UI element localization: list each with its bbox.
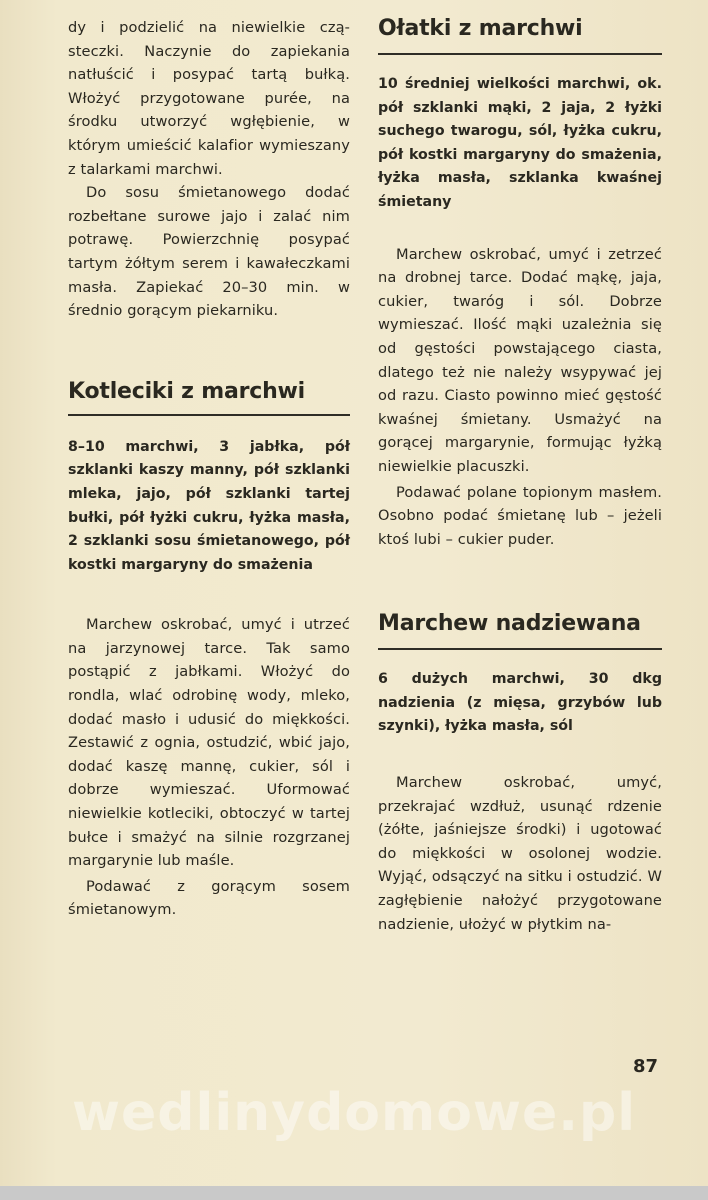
recipe-title-kotleciki: Kotleciki z marchwi [68,378,306,404]
recipe-step: Podawać polane topionym masłem. Osobno podać śmietanę lub – jeżeli ktoś lubi – cukier puder. [378,483,662,548]
ingredients-olatki: 10 średniej wielkości marchwi, ok. pół szklanki mąki, 2 jaja, 2 łyżki suchego twarogu, sól, łyżka cukru, pół kostki margaryny do smażenia, łyżka masła, szklanka kwaśnej śmietany [378,76,662,210]
watermark-text: wedlinydomowe.pl [71,1083,637,1143]
recipe-step: Marchew oskrobać, umyć, przekrajać wzdłuż, usunąć rdzenie (żółte, jaśniejsze środki) i ugotować do miękkości w osolonej wodzie. Wyjąć, odsączyć na sitku i ostudzić. W zagłębienie nałożyć przygotowane nadzienie, ułożyć w płytkim na- [378,774,662,933]
right-column [378,16,662,936]
continuation-paragraph: dy i podzielić na niewielkie czą-steczki. Naczynie do zapiekania natłuścić i posypać tartą bułką. Włożyć przygotowane purée, na środku utworzyć wgłębienie, w którym umieścić kalafior wymieszany z talarkami marchwi. [68,19,350,178]
left-column [68,16,350,922]
ingredients-kotleciki: 8–10 marchwi, 3 jabłka, pół szklanki kaszy manny, pół szklanki mleka, jajo, pół szklanki tartej bułki, pół łyżki cukru, łyżka masła, 2 szklanki sosu śmietanowego, pół kostki margaryny do smażenia [68,438,350,573]
ingredients-marchew-nadziewana: 6 dużych marchwi, 30 dkg nadzienia (z mięsa, grzybów lub szynki), łyżka masła, sól [378,671,662,735]
title-rule [378,53,662,55]
page-number: 87 [633,1056,659,1077]
recipe-step: Podawać z gorącym sosem śmietanowym. [68,877,350,919]
title-rule [68,414,350,416]
bottom-edge [0,1186,708,1200]
continuation-paragraph: Do sosu śmietanowego dodać rozbełtane surowe jajo i zalać nim potrawę. Powierzchnię posypać tartym żółtym serem i kawałeczkami masła. Zapiekać 20–30 min. w średnio gorącym piekarniku. [68,184,350,320]
recipe-title-olatki: Ołatki z marchwi [378,16,583,41]
recipe-step: Marchew oskrobać, umyć i zetrzeć na drobnej tarce. Dodać mąkę, jaja, cukier, twaróg i sól. Dobrze wymieszać. Ilość mąki uzależnia się od gęstości powstającego ciasta, dlatego też nie należy wsypywać jej od razu. Ciasto powinno mieć gęstość kwaśnej śmietany. Usmażyć na gorącej margarynie, formując łyżką niewielkie placuszki. [378,245,662,475]
recipe-step: Marchew oskrobać, umyć i utrzeć na jarzynowej tarce. Tak samo postąpić z jabłkami. Włożyć do rondla, wlać odrobinę wody, mleko, dodać masło i udusić do miękkości. Zestawić z ognia, ostudzić, wbić jajo, dodać kaszę mannę, cukier, sól i dobrze wymieszać. Uformować niewielkie kotleciki, obtoczyć w tartej bułce i smażyć na silnie rozgrzanej margarynie lub maśle. [68,616,350,870]
recipe-title-marchew-nadziewana: Marchew nadziewana [378,611,641,637]
title-rule [378,648,662,650]
